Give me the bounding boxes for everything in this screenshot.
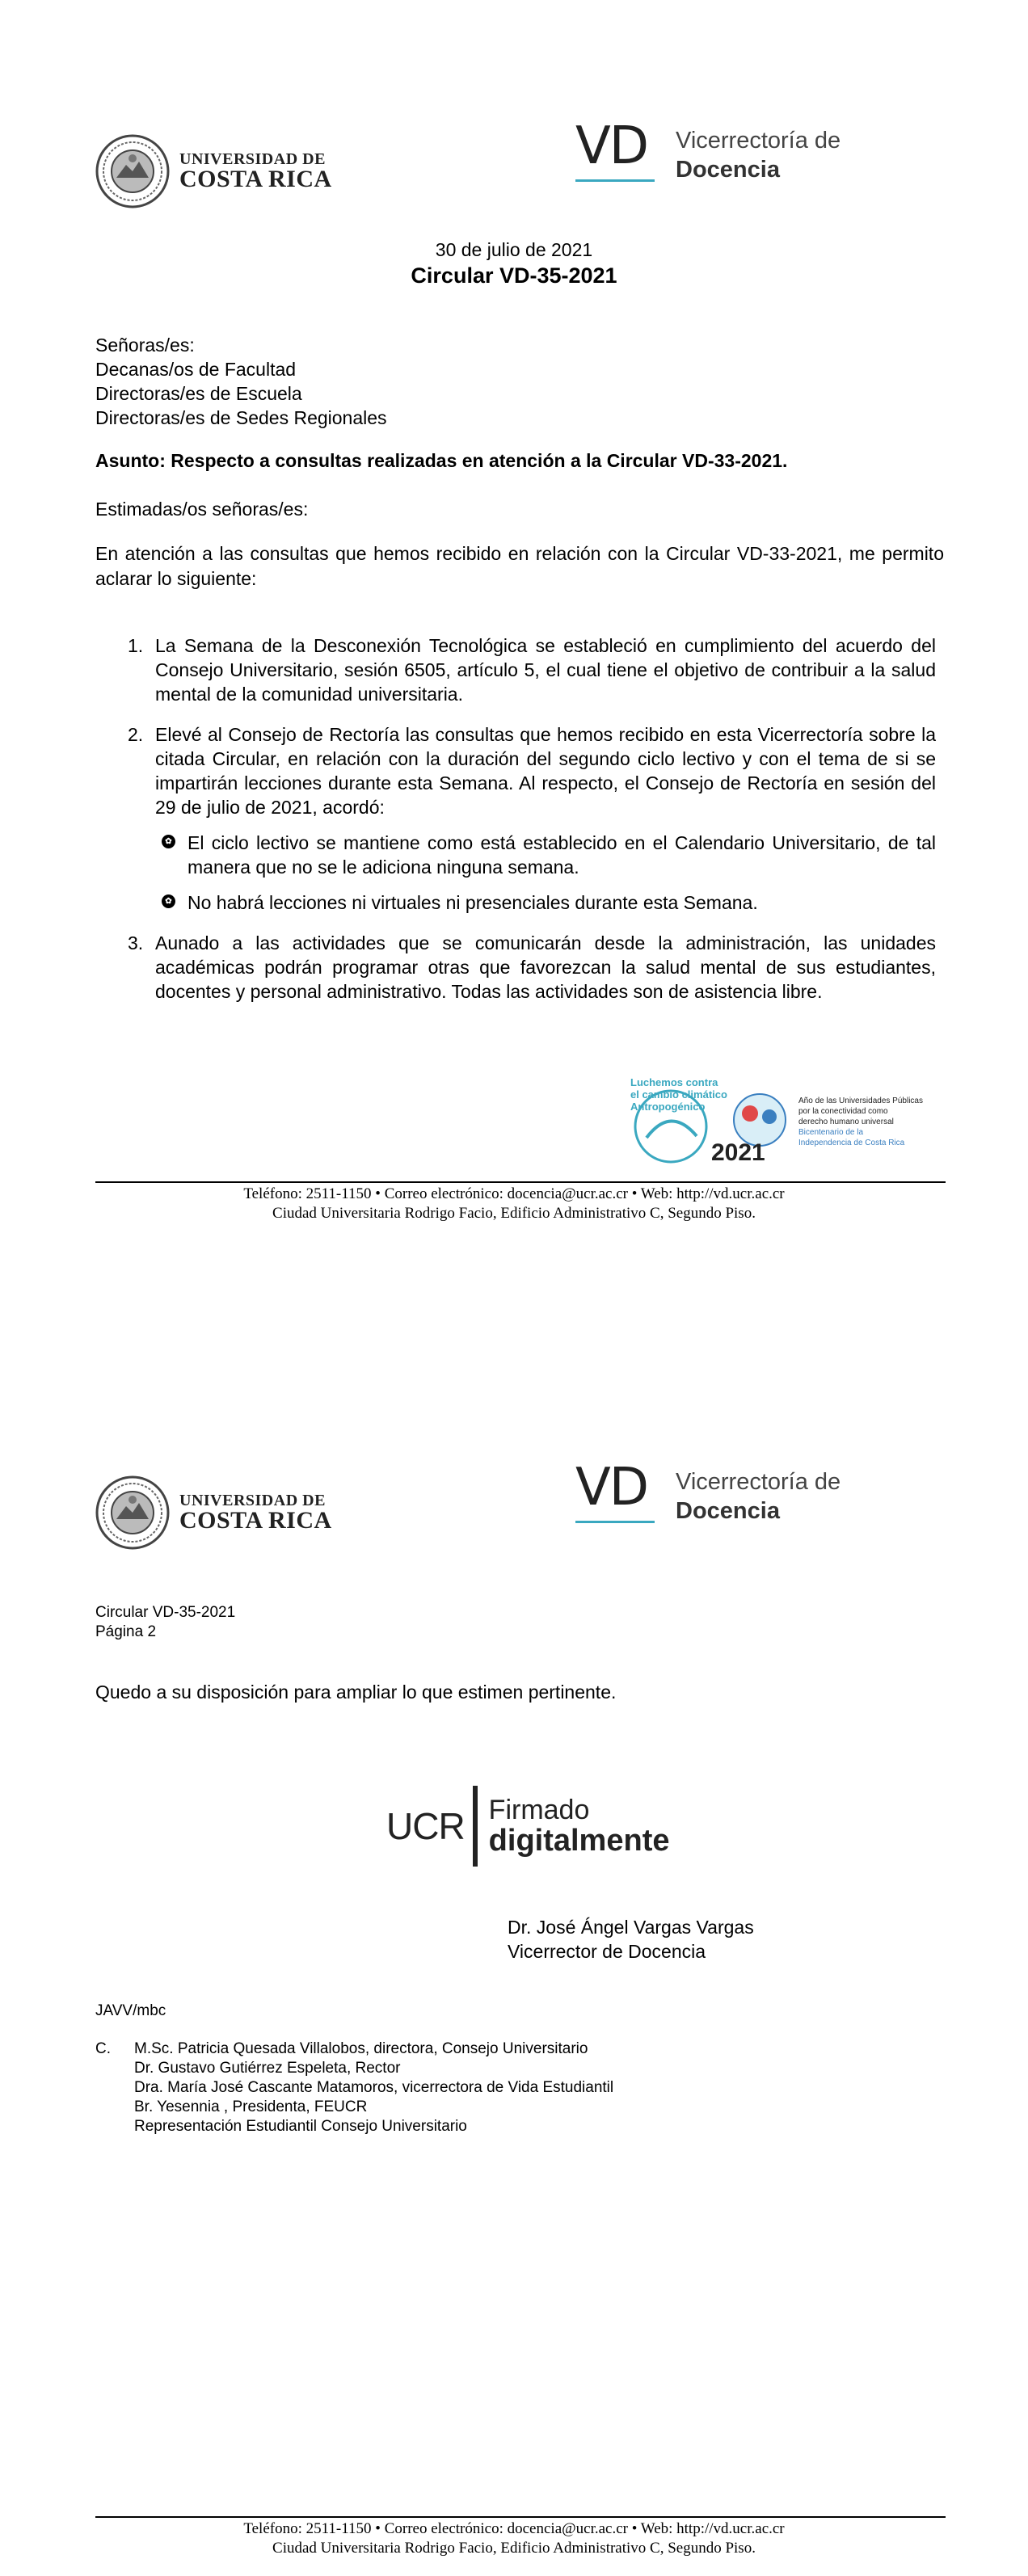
list-item [128, 633, 936, 706]
closing-paragraph: Quedo a su disposición para ampliar lo que estimen pertinente. [95, 1682, 617, 1703]
badge-arc-3: Antropogénico [630, 1101, 706, 1113]
badge-arc-2: el cambio climático [630, 1088, 727, 1101]
numbered-list [128, 633, 936, 1020]
circular-title: Circular VD-35-2021 [411, 263, 617, 288]
vd-word2: Docencia [676, 157, 780, 183]
sub-list-item [155, 890, 936, 915]
badge-line: Independencia de Costa Rica [798, 1139, 905, 1147]
cc-recipient: Representación Estudiantil Consejo Universitario [134, 2118, 467, 2135]
stamp-ucr: UCR [386, 1805, 465, 1847]
recipient-line: Señoras/es: [95, 335, 195, 356]
cc-recipient: Dr. Gustavo Gutiérrez Espeleta, Rector [134, 2060, 401, 2077]
vd-underline [575, 179, 655, 182]
footer-rule [95, 1181, 946, 1183]
recipient-line: Decanas/os de Facultad [95, 359, 297, 380]
greeting: Estimadas/os señoras/es: [95, 499, 309, 520]
ucr-logo-line1: UNIVERSIDAD DE [179, 1492, 326, 1509]
footer-address: Ciudad Universitaria Rodrigo Facio, Edificio Administrativo C, Segundo Piso. [272, 1205, 756, 1222]
footer-rule [95, 2516, 946, 2518]
cc-recipient: Br. Yesennia , Presidenta, FEUCR [134, 2098, 368, 2115]
ucr-logo [95, 134, 332, 208]
list-bullet-icon: ✿ [162, 835, 175, 848]
list-number: 2. [128, 724, 144, 745]
list-item-text: Elevé al Consejo de Rectoría las consultas que hemos recibido en esta Vicerrectoría sobre la citada Circular, en relación con la duración del segundo ciclo lectivo y con el tema de si se impartirán lecciones durante esta Semana. Al respecto, el Consejo de Rectoría en sesión del 29 de julio de 2021, acordó: [155, 724, 936, 818]
list-number: 1. [128, 635, 144, 656]
ucr-logo-line2: COSTA RICA [179, 1507, 332, 1534]
ucr-logo-line1: UNIVERSIDAD DE [179, 150, 326, 168]
recipients [95, 333, 387, 430]
ucr-logo [95, 1475, 332, 1550]
signer-block [508, 1915, 754, 1964]
signer-name: Dr. José Ángel Vargas Vargas [508, 1917, 754, 1938]
vd-underline [575, 1521, 655, 1523]
cc-recipient: Dra. María José Cascante Matamoros, vicerrectora de Vida Estudiantil [134, 2079, 614, 2096]
list-item [128, 931, 936, 1004]
recipient-line: Directoras/es de Sedes Regionales [95, 407, 387, 428]
university-seal-icon [95, 1475, 170, 1550]
page2-ref: Circular VD-35-2021 [95, 1604, 236, 1621]
sub-item-text: No habrá lecciones ni virtuales ni presenciales durante esta Semana. [187, 892, 758, 913]
letter-date: 30 de julio de 2021 [435, 239, 593, 260]
badge-arc-1: Luchemos contra [630, 1076, 718, 1088]
stamp-digitalmente: digitalmente [488, 1824, 670, 1858]
stamp-firmado: Firmado [488, 1795, 590, 1825]
vd-word1: Vicerrectoría de [676, 1469, 841, 1495]
list-number: 3. [128, 932, 144, 953]
vd-logo [575, 1458, 841, 1526]
vd-mark: VD [575, 116, 648, 176]
footer [0, 2519, 1028, 2558]
stamp-bar [473, 1786, 478, 1867]
digital-signature-stamp [386, 1786, 669, 1867]
list-item [128, 722, 936, 915]
bicentennial-badge [622, 1073, 929, 1170]
initials: JAVV/mbc [95, 2002, 166, 2019]
sub-list-item [155, 831, 936, 879]
cc-label: C. [95, 2040, 111, 2057]
intro-paragraph: En atención a las consultas que hemos recibido en relación con la Circular VD-33-2021, me permito aclarar lo siguiente: [95, 543, 944, 589]
vd-word1: Vicerrectoría de [676, 128, 841, 154]
badge-line: Año de las Universidades Públicas [798, 1096, 923, 1105]
badge-line: derecho humano universal [798, 1118, 894, 1126]
badge-caption [798, 1096, 923, 1148]
subject-line: Asunto: Respecto a consultas realizadas en atención a la Circular VD-33-2021. [95, 450, 788, 471]
ucr-logo-line2: COSTA RICA [179, 166, 332, 192]
page2-reference [95, 1603, 235, 1642]
vd-logo [575, 116, 841, 184]
badge-line: Bicentenario de la [798, 1128, 864, 1137]
cc-recipient: M.Sc. Patricia Quesada Villalobos, directora, Consejo Universitario [134, 2040, 588, 2057]
university-seal-icon [95, 134, 170, 208]
list-item-text: La Semana de la Desconexión Tecnológica se estableció en cumplimiento del acuerdo del Consejo Universitario, sesión 6505, artículo 5, el cual tiene el objetivo de contribuir a la salud mental de la comunidad universitaria. [155, 635, 936, 705]
recipient-line: Directoras/es de Escuela [95, 383, 302, 404]
vd-word2: Docencia [676, 1498, 780, 1524]
footer-address: Ciudad Universitaria Rodrigo Facio, Edificio Administrativo C, Segundo Piso. [272, 2540, 756, 2557]
list-item-text: Aunado a las actividades que se comunicarán desde la administración, las unidades académicas podrán programar otras que favorezcan la salud mental de sus estudiantes, docentes y personal administrativo. Todas las actividades son de asistencia libre. [155, 932, 936, 1002]
sub-item-text: El ciclo lectivo se mantiene como está establecido en el Calendario Universitario, de tal manera que no se le adiciona ninguna semana. [187, 832, 936, 878]
footer-contact: Teléfono: 2511-1150 • Correo electrónico: docencia@ucr.ac.cr • Web: http://vd.ucr.ac.cr [243, 2520, 785, 2537]
footer-contact: Teléfono: 2511-1150 • Correo electrónico: docencia@ucr.ac.cr • Web: http://vd.ucr.ac.cr [243, 1185, 785, 1202]
badge-line: por la conectividad como [798, 1107, 888, 1116]
page2-number: Página 2 [95, 1623, 157, 1640]
signer-role: Vicerrector de Docencia [508, 1941, 706, 1962]
list-bullet-icon: ✿ [162, 894, 175, 908]
vd-mark: VD [575, 1458, 648, 1517]
footer [0, 1185, 1028, 1223]
badge-year: 2021 [711, 1139, 765, 1166]
